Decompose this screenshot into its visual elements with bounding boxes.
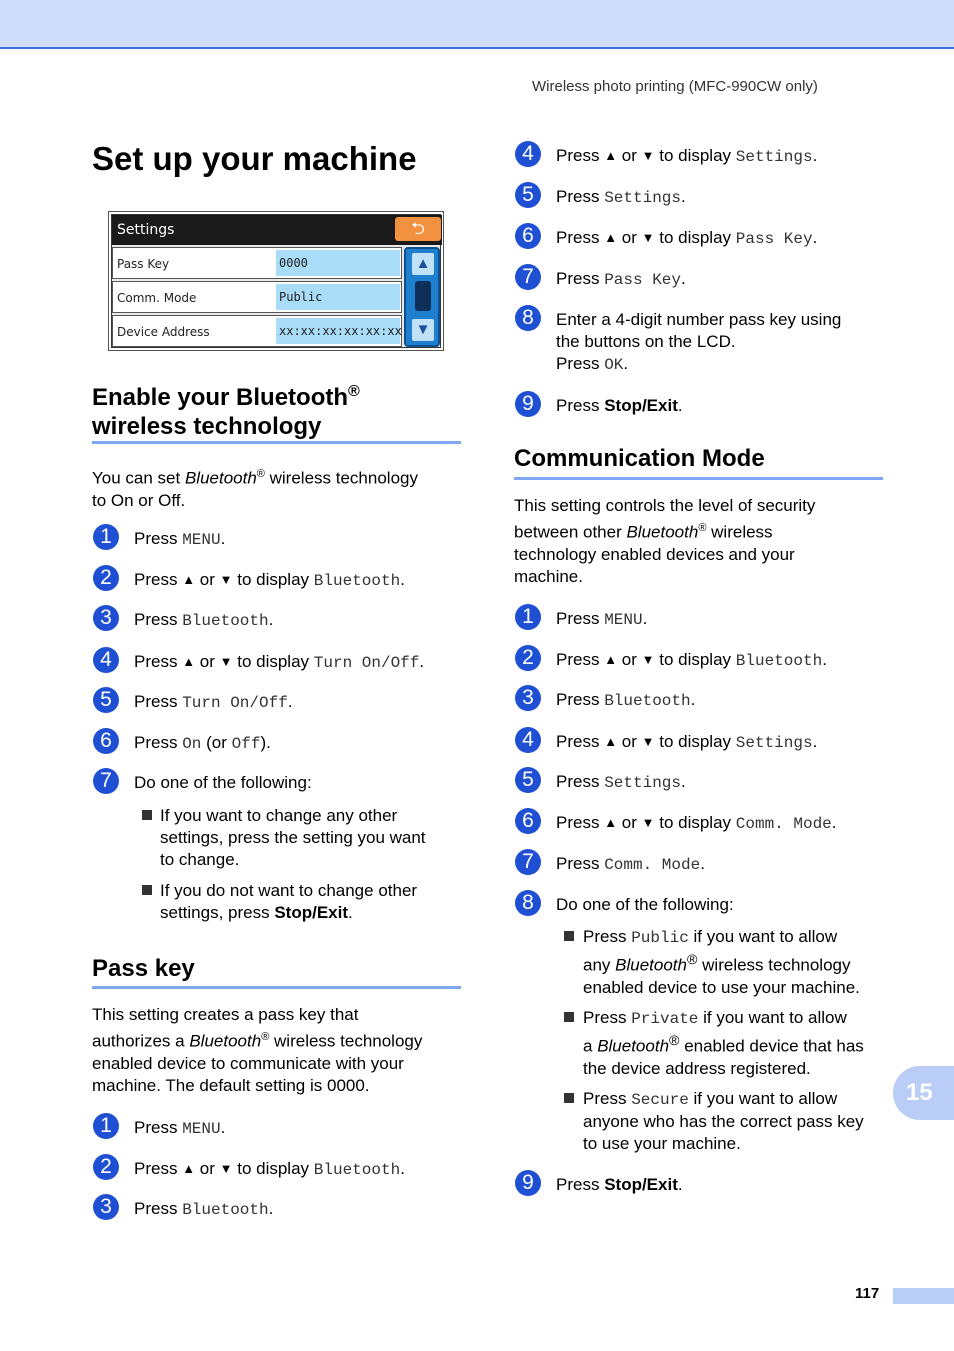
step-number: 3 [515,685,541,711]
step-text: Press Settings. [556,772,686,792]
top-band [0,0,954,49]
running-head: Wireless photo printing (MFC-990CW only) [532,78,818,95]
step-text: Press MENU. [556,609,648,629]
lcd-panel [111,214,441,348]
bullet-text: Press Secure if you want to allow anyone who has the correct pass key to use your machine. [583,1089,864,1153]
step-number: 3 [93,1194,119,1220]
step-text: Do one of the following: [134,773,312,792]
heading-text: Enable your Bluetooth [92,384,349,411]
section-heading-pass-key: Pass key [92,955,195,982]
down-arrow-icon: ▼ [219,1161,233,1176]
down-arrow-icon: ▼ [641,734,655,749]
step-number: 2 [515,645,541,671]
step-text: Press Bluetooth. [134,1199,274,1219]
down-arrow-icon: ▼ [219,572,233,587]
step-number: 4 [515,141,541,167]
page-number: 117 [855,1285,880,1302]
lcd-row-label: Pass Key [117,257,170,271]
step-text: Press ▲ or ▼ to display Bluetooth. [134,570,405,590]
step-number: 7 [515,264,541,290]
bullet-square-icon [142,810,152,820]
step-number: 8 [515,305,541,331]
chapter-tab: 15 [893,1066,954,1120]
lcd-title: Settings [112,215,392,245]
step-number: 4 [515,727,541,753]
bullet-square-icon [142,885,152,895]
step-text: Do one of the following: [556,895,734,914]
heading-text: wireless technology [92,413,322,440]
return-arrow-icon[interactable]: ⮌ [395,217,441,241]
step-number: 7 [93,768,119,794]
lcd-row-value: xx:xx:xx:xx:xx:xx [276,318,400,344]
step-number: 3 [93,605,119,631]
step-number: 1 [93,1113,119,1139]
bullet-text: If you want to change any other settings, press the setting you want to change. [160,806,426,869]
step-text: Press Stop/Exit. [556,396,683,415]
step-number: 6 [515,808,541,834]
section-heading-comm-mode: Communication Mode [514,445,765,472]
step-number: 4 [93,647,119,673]
lcd-scrollbar[interactable] [404,247,440,347]
up-arrow-icon: ▲ [182,654,196,669]
step-number: 9 [515,1170,541,1196]
step-number: 5 [93,687,119,713]
lcd-screen [108,211,444,351]
step-number: 5 [515,767,541,793]
step-text: Press ▲ or ▼ to display Pass Key. [556,228,818,248]
step-text: Press Pass Key. [556,269,686,289]
lcd-row-pass-key[interactable] [112,247,402,279]
up-arrow-icon: ▲ [604,148,618,163]
page-bar [893,1288,954,1304]
step-text: Press MENU. [134,1118,226,1138]
lcd-row-device-address[interactable] [112,315,402,347]
scroll-down-icon[interactable]: ▼ [412,319,434,341]
step-text: Press Comm. Mode. [556,854,705,874]
step-text: Press Settings. [556,187,686,207]
bluetooth-intro: You can set Bluetooth® wireless technology to On or Off. [92,468,418,510]
step-text: Press ▲ or ▼ to display Settings. [556,732,818,752]
step-number: 9 [515,391,541,417]
step-number: 2 [93,565,119,591]
lcd-back-area [392,215,442,245]
lcd-row-comm-mode[interactable] [112,281,402,313]
bullet-square-icon [564,1012,574,1022]
step-text: Press Bluetooth. [556,690,696,710]
section-heading-bluetooth [92,377,360,441]
step-text: Press ▲ or ▼ to display Turn On/Off. [134,652,425,672]
step-text: Press ▲ or ▼ to display Comm. Mode. [556,813,837,833]
up-arrow-icon: ▲ [182,1161,196,1176]
section-rule [514,477,883,480]
up-arrow-icon: ▲ [604,230,618,245]
down-arrow-icon: ▼ [219,654,233,669]
up-arrow-icon: ▲ [604,815,618,830]
down-arrow-icon: ▼ [641,230,655,245]
step-number: 1 [93,524,119,550]
lcd-row-value: Public [276,284,400,310]
pass-key-intro: This setting creates a pass key that authorizes a Bluetooth® wireless technology enabled device to communicate with your machine. The default setting is 0000. [92,1005,423,1095]
bullet-text: If you do not want to change other settings, press Stop/Exit. [160,881,418,922]
step-text: Press ▲ or ▼ to display Settings. [556,146,818,166]
step-text: Enter a 4-digit number pass key using the buttons on the LCD. Press OK. [556,310,842,374]
step-number: 6 [515,223,541,249]
up-arrow-icon: ▲ [604,652,618,667]
bullet-text: Press Private if you want to allow a Bluetooth® enabled device that has the device address registered. [583,1008,864,1078]
step-number: 8 [515,890,541,916]
scroll-up-icon[interactable]: ▲ [412,253,434,275]
registered-mark: ® [348,383,360,400]
step-number: 1 [515,604,541,630]
step-number: 5 [515,182,541,208]
section-rule [92,441,461,444]
lcd-row-label: Device Address [117,325,210,339]
step-text: Press ▲ or ▼ to display Bluetooth. [134,1159,405,1179]
step-text: Press ▲ or ▼ to display Bluetooth. [556,650,827,670]
step-number: 6 [93,728,119,754]
down-arrow-icon: ▼ [641,652,655,667]
bullet-square-icon [564,931,574,941]
down-arrow-icon: ▼ [641,815,655,830]
up-arrow-icon: ▲ [182,572,196,587]
lcd-row-value: 0000 [276,250,400,276]
bullet-text: Press Public if you want to allow any Bluetooth® wireless technology enabled device to use your machine. [583,927,860,997]
scroll-thumb[interactable] [415,281,431,311]
comm-mode-intro: This setting controls the level of security between other Bluetooth® wireless technology enabled devices and your machine. [514,496,816,586]
step-number: 2 [93,1154,119,1180]
lcd-row-label: Comm. Mode [117,291,197,305]
step-number: 7 [515,849,541,875]
step-text: Press Bluetooth. [134,610,274,630]
section-rule [92,986,461,989]
page-title: Set up your machine [92,140,417,177]
step-text: Press On (or Off). [134,733,271,753]
down-arrow-icon: ▼ [641,148,655,163]
up-arrow-icon: ▲ [604,734,618,749]
step-text: Press Stop/Exit. [556,1175,683,1194]
step-text: Press MENU. [134,529,226,549]
bullet-square-icon [564,1093,574,1103]
step-text: Press Turn On/Off. [134,692,293,712]
